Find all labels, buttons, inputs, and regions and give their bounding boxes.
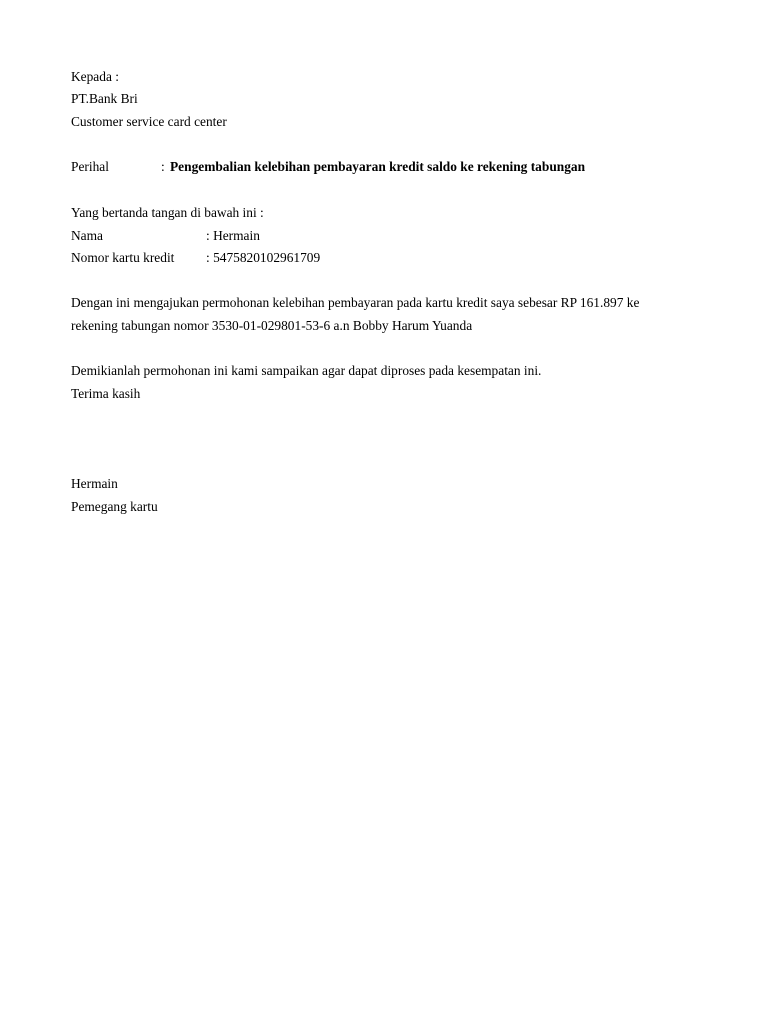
name-value: : Hermain <box>206 228 260 243</box>
recipient-greeting: Kepada : <box>71 69 119 84</box>
closing-line-2: Terima kasih <box>71 386 141 401</box>
card-number-value: : 5475820102961709 <box>206 250 321 265</box>
recipient-bank: PT.Bank Bri <box>71 91 138 106</box>
closing-line-1: Demikianlah permohonan ini kami sampaikan agar dapat diproses pada kesempatan ini. <box>71 363 542 378</box>
subject-label: Perihal <box>71 159 109 174</box>
signature-name: Hermain <box>71 476 118 491</box>
subject-separator: : <box>161 159 165 174</box>
body-line-1: Dengan ini mengajukan permohonan kelebihan pembayaran pada kartu kredit saya sebesar RP 161.897 ke <box>71 295 640 310</box>
card-number-label: Nomor kartu kredit <box>71 250 175 265</box>
signature-role: Pemegang kartu <box>71 499 158 514</box>
recipient-department: Customer service card center <box>71 114 227 129</box>
body-line-2: rekening tabungan nomor 3530-01-029801-53-6 a.n Bobby Harum Yuanda <box>71 318 473 333</box>
subject-text: Pengembalian kelebihan pembayaran kredit saldo ke rekening tabungan <box>170 159 586 174</box>
identity-intro: Yang bertanda tangan di bawah ini : <box>71 205 264 220</box>
name-label: Nama <box>71 228 103 243</box>
